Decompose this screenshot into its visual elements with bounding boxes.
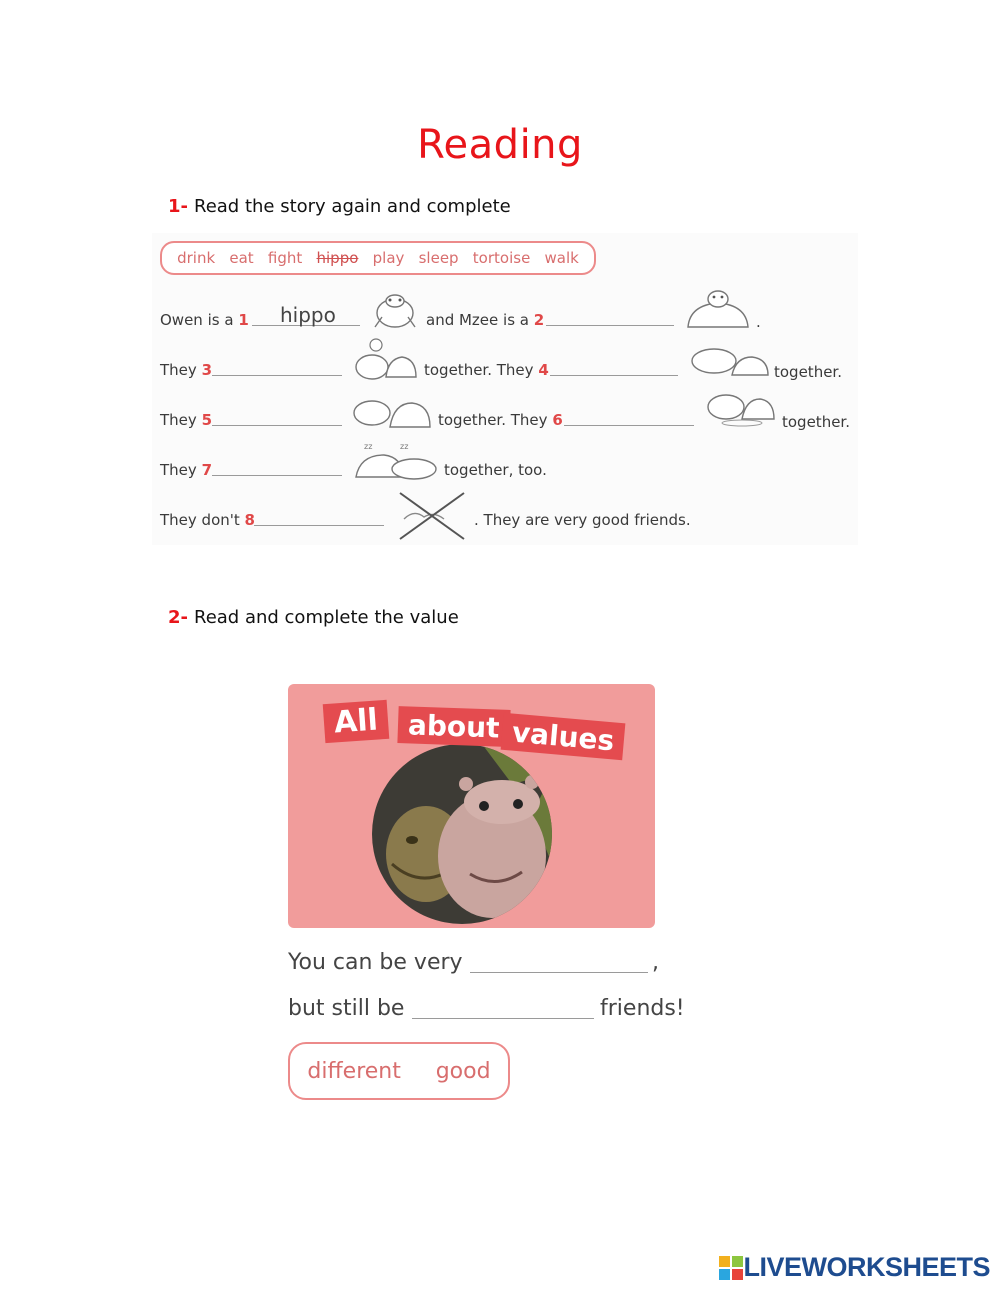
sentence-line-2-mid: together. They 4 bbox=[424, 361, 549, 379]
answer-blank-2[interactable] bbox=[546, 325, 674, 326]
sentence-line-5: They don't 8 bbox=[160, 511, 255, 529]
sentence-line-2: They 3 bbox=[160, 361, 212, 379]
values-card bbox=[288, 684, 655, 928]
value-sentence-2: but still be bbox=[288, 996, 405, 1021]
answer-blank-5[interactable] bbox=[212, 425, 342, 426]
hippo-tortoise-illustration bbox=[372, 744, 552, 924]
word-bank-item: tortoise bbox=[472, 249, 531, 267]
sentence-line-3-end: together. bbox=[782, 413, 850, 431]
value-sentence-2-end: friends! bbox=[600, 996, 685, 1021]
hippo-tortoise-play-icon bbox=[350, 337, 420, 383]
page-title: Reading bbox=[417, 122, 583, 168]
word-bank-item-used: hippo bbox=[316, 249, 359, 267]
hippo-icon bbox=[370, 289, 420, 329]
hippo-tortoise-walk-icon bbox=[688, 341, 772, 381]
exercise1-number: 1- bbox=[168, 196, 188, 217]
value-sentence-1-end: , bbox=[652, 950, 659, 975]
value-word-bank-item: different bbox=[307, 1058, 401, 1084]
card-title-about: about bbox=[397, 706, 510, 747]
no-fight-icon bbox=[394, 489, 474, 543]
brand-name: LIVEWORKSHEETS bbox=[743, 1252, 990, 1282]
word-bank bbox=[160, 241, 596, 275]
exercise2-number: 2- bbox=[168, 607, 188, 628]
svg-text:zz: zz bbox=[400, 442, 409, 451]
value-sentence-1: You can be very bbox=[288, 950, 463, 975]
answer-blank-8[interactable] bbox=[254, 525, 384, 526]
logo-blocks-icon bbox=[719, 1256, 743, 1280]
answer-blank-7[interactable] bbox=[212, 475, 342, 476]
value-blank-1[interactable] bbox=[470, 972, 648, 973]
exercise2-instruction bbox=[168, 607, 459, 628]
answer-1[interactable]: hippo bbox=[280, 303, 336, 327]
sentence-line-4-mid: together, too. bbox=[444, 461, 547, 479]
exercise1-panel bbox=[152, 233, 858, 545]
word-bank-item: play bbox=[372, 249, 405, 267]
value-word-bank bbox=[288, 1042, 510, 1100]
hippo-tortoise-sleep-icon bbox=[350, 439, 440, 483]
liveworksheets-logo bbox=[719, 1252, 990, 1283]
sentence-line-1: Owen is a 1 bbox=[160, 311, 249, 329]
tortoise-icon bbox=[682, 287, 754, 331]
sentence-line-5-mid: . They are very good friends. bbox=[474, 511, 691, 529]
word-bank-item: walk bbox=[544, 249, 579, 267]
value-blank-2[interactable] bbox=[412, 1018, 594, 1019]
svg-text:zz: zz bbox=[364, 442, 373, 451]
word-bank-item: fight bbox=[267, 249, 303, 267]
exercise1-instruction-text: Read the story again and complete bbox=[194, 196, 511, 217]
hippo-tortoise-drink-icon bbox=[702, 389, 778, 429]
sentence-line-1-mid: and Mzee is a 2 bbox=[426, 311, 545, 329]
value-word-bank-item: good bbox=[435, 1058, 491, 1084]
sentence-line-1-end: . bbox=[756, 313, 761, 331]
word-bank-item: sleep bbox=[418, 249, 459, 267]
sentence-line-2-end: together. bbox=[774, 363, 842, 381]
card-title-values: values bbox=[501, 713, 626, 761]
answer-blank-3[interactable] bbox=[212, 375, 342, 376]
hippo-tortoise-eat-icon bbox=[350, 393, 434, 431]
sentence-line-3: They 5 bbox=[160, 411, 212, 429]
exercise2-instruction-text: Read and complete the value bbox=[194, 607, 459, 628]
answer-blank-4[interactable] bbox=[550, 375, 678, 376]
sentence-line-4: They 7 bbox=[160, 461, 212, 479]
exercise1-instruction bbox=[168, 196, 511, 217]
sentence-line-3-mid: together. They 6 bbox=[438, 411, 563, 429]
word-bank-item: drink bbox=[177, 249, 216, 267]
answer-blank-6[interactable] bbox=[564, 425, 694, 426]
card-title-all: All bbox=[323, 700, 389, 743]
word-bank-item: eat bbox=[229, 249, 254, 267]
